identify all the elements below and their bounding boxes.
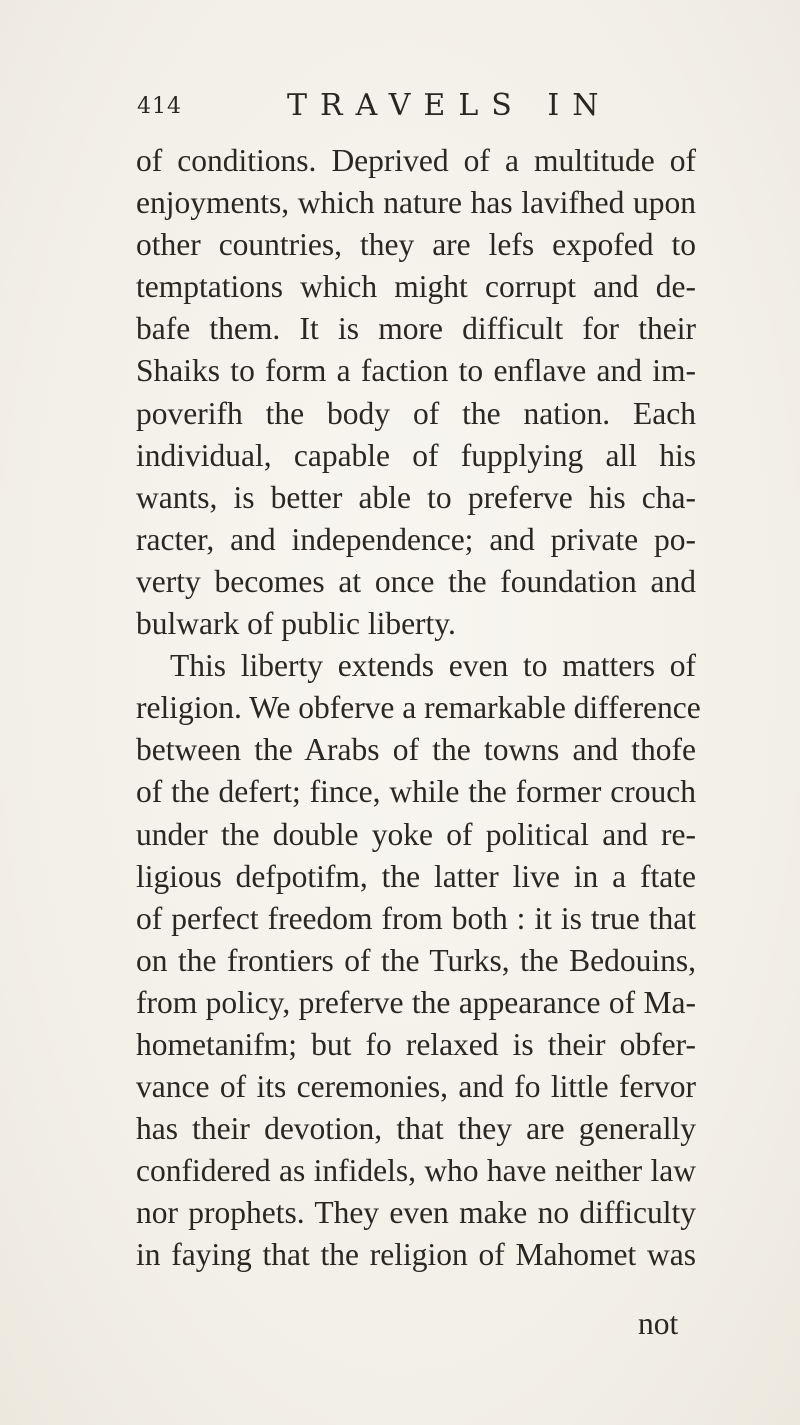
text-line: racter, and independence; and private po-: [136, 521, 696, 557]
text-line: of the defert; fince, while the former crouch: [136, 774, 696, 810]
text-line: enjoyments, which nature has lavifhed upon: [136, 185, 696, 221]
text-line: poverifh the body of the nation. Each: [136, 395, 696, 431]
running-head: TRAVELS IN: [287, 88, 612, 123]
text-line: verty becomes at once the foundation and: [136, 563, 696, 599]
text-line: temptations which might corrupt and de-: [136, 269, 696, 305]
text-line: in faying that the religion of Mahomet was: [136, 1237, 696, 1273]
text-line: confidered as infidels, who have neither law: [136, 1153, 696, 1189]
text-line: on the frontiers of the Turks, the Bedouins,: [136, 942, 696, 978]
text-line: This liberty extends even to matters of: [170, 648, 696, 684]
text-line: religion. We obferve a remarkable difference: [136, 690, 701, 726]
text-line: hometanifm; but fo relaxed is their obfer-: [136, 1026, 696, 1062]
text-line: ligious defpotifm, the latter live in a ftate: [136, 858, 696, 894]
text-line: other countries, they are lefs expofed to: [136, 227, 696, 263]
body-text: [136, 140, 701, 1277]
text-line: under the double yoke of political and re-: [136, 816, 696, 852]
catchword: not: [638, 1306, 679, 1341]
text-line: individual, capable of fupplying all his: [136, 437, 696, 473]
text-line: bulwark of public liberty.: [136, 606, 456, 642]
text-line: between the Arabs of the towns and thofe: [136, 732, 696, 768]
text-line: bafe them. It is more difficult for their: [136, 311, 696, 347]
text-line: of conditions. Deprived of a multitude of: [136, 143, 696, 178]
page-number: 414: [137, 94, 182, 119]
text-line: from policy, preferve the appearance of Ma-: [136, 984, 696, 1020]
text-line: vance of its ceremonies, and fo little fervor: [136, 1069, 696, 1105]
text-line: Shaiks to form a faction to enflave and im-: [136, 353, 696, 389]
page-header: [137, 88, 697, 128]
text-line: of perfect freedom from both : it is true that: [136, 900, 696, 936]
text-line: wants, is better able to preferve his cha-: [136, 479, 696, 515]
text-line: has their devotion, that they are generally: [136, 1111, 696, 1147]
text-line: nor prophets. They even make no difficulty: [136, 1195, 696, 1231]
